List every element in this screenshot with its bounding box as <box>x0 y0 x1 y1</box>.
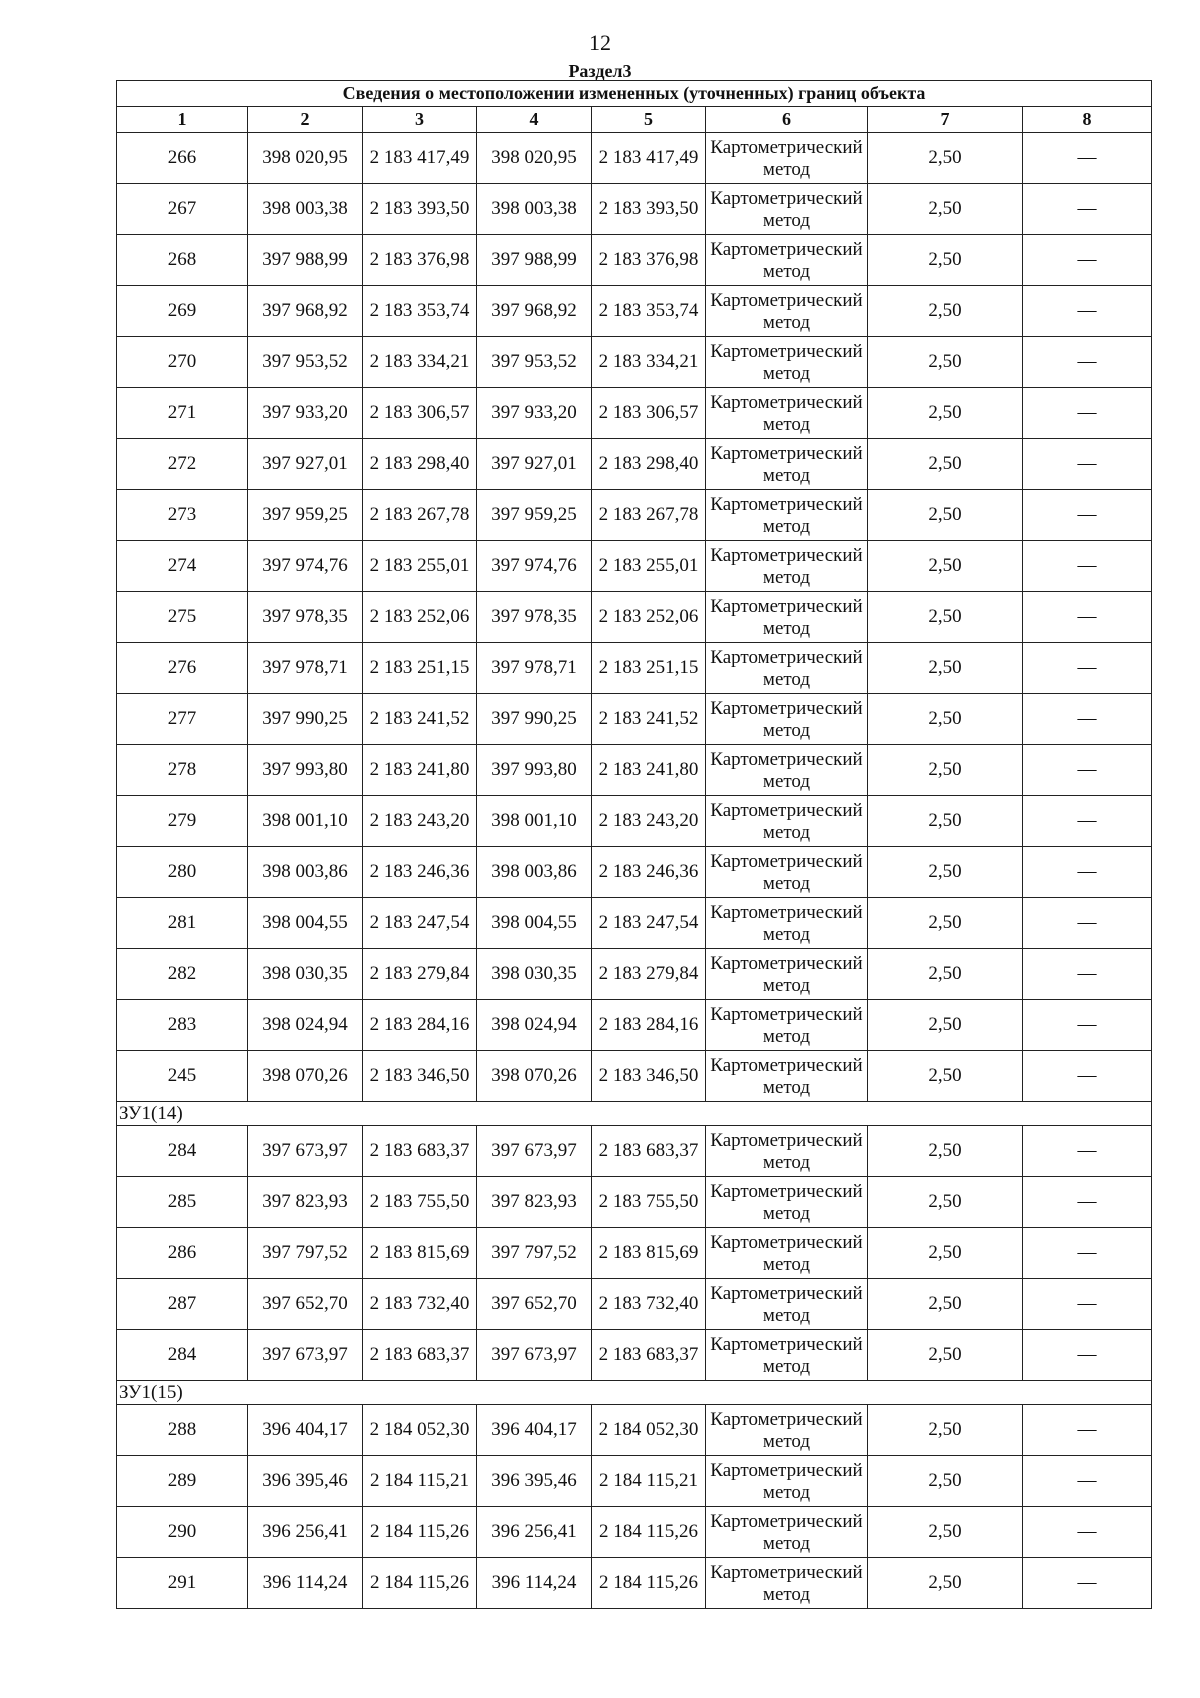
description-cell: — <box>1023 1126 1152 1177</box>
y-existing-cell: 2 183 284,16 <box>363 1000 477 1051</box>
y-refined-cell: 2 183 241,52 <box>592 694 706 745</box>
table-row <box>117 388 1152 439</box>
accuracy-cell: 2,50 <box>868 439 1023 490</box>
description-cell: — <box>1023 1456 1152 1507</box>
y-refined-cell: 2 183 334,21 <box>592 337 706 388</box>
x-existing-cell: 398 003,86 <box>248 847 363 898</box>
description-cell: — <box>1023 541 1152 592</box>
y-existing-cell: 2 183 334,21 <box>363 337 477 388</box>
x-refined-cell: 396 114,24 <box>477 1558 592 1609</box>
method-cell: Картометрический метод <box>706 1558 868 1609</box>
y-existing-cell: 2 184 115,21 <box>363 1456 477 1507</box>
y-existing-cell: 2 183 755,50 <box>363 1177 477 1228</box>
accuracy-cell: 2,50 <box>868 337 1023 388</box>
point-number-cell: 287 <box>117 1279 248 1330</box>
y-existing-cell: 2 183 815,69 <box>363 1228 477 1279</box>
accuracy-cell: 2,50 <box>868 1177 1023 1228</box>
description-cell: — <box>1023 1330 1152 1381</box>
y-refined-cell: 2 183 255,01 <box>592 541 706 592</box>
point-number-cell: 274 <box>117 541 248 592</box>
accuracy-cell: 2,50 <box>868 745 1023 796</box>
table-row <box>117 1456 1152 1507</box>
point-number-cell: 290 <box>117 1507 248 1558</box>
y-refined-cell: 2 183 683,37 <box>592 1330 706 1381</box>
accuracy-cell: 2,50 <box>868 1000 1023 1051</box>
table-row <box>117 1228 1152 1279</box>
accuracy-cell: 2,50 <box>868 643 1023 694</box>
x-refined-cell: 398 024,94 <box>477 1000 592 1051</box>
method-cell: Картометрический метод <box>706 1405 868 1456</box>
y-existing-cell: 2 183 241,52 <box>363 694 477 745</box>
accuracy-cell: 2,50 <box>868 133 1023 184</box>
y-existing-cell: 2 183 243,20 <box>363 796 477 847</box>
section-label: Раздел3 <box>568 61 632 81</box>
method-cell: Картометрический метод <box>706 1507 868 1558</box>
x-refined-cell: 398 070,26 <box>477 1051 592 1102</box>
description-cell: — <box>1023 1507 1152 1558</box>
y-existing-cell: 2 183 255,01 <box>363 541 477 592</box>
method-cell: Картометрический метод <box>706 1177 868 1228</box>
point-number-cell: 280 <box>117 847 248 898</box>
y-existing-cell: 2 184 115,26 <box>363 1507 477 1558</box>
description-cell: — <box>1023 745 1152 796</box>
y-existing-cell: 2 183 732,40 <box>363 1279 477 1330</box>
x-existing-cell: 397 959,25 <box>248 490 363 541</box>
y-refined-cell: 2 183 376,98 <box>592 235 706 286</box>
accuracy-cell: 2,50 <box>868 592 1023 643</box>
x-refined-cell: 397 673,97 <box>477 1330 592 1381</box>
group-label: ЗУ1(14) <box>117 1102 1152 1126</box>
table-row <box>117 694 1152 745</box>
method-cell: Картометрический метод <box>706 1000 868 1051</box>
table-row <box>117 1000 1152 1051</box>
accuracy-cell: 2,50 <box>868 847 1023 898</box>
y-existing-cell: 2 183 247,54 <box>363 898 477 949</box>
accuracy-cell: 2,50 <box>868 796 1023 847</box>
x-refined-cell: 397 968,92 <box>477 286 592 337</box>
y-refined-cell: 2 183 246,36 <box>592 847 706 898</box>
y-refined-cell: 2 183 346,50 <box>592 1051 706 1102</box>
x-refined-cell: 398 003,38 <box>477 184 592 235</box>
description-cell: — <box>1023 847 1152 898</box>
x-refined-cell: 397 933,20 <box>477 388 592 439</box>
description-cell: — <box>1023 439 1152 490</box>
accuracy-cell: 2,50 <box>868 286 1023 337</box>
description-cell: — <box>1023 235 1152 286</box>
point-number-cell: 288 <box>117 1405 248 1456</box>
table-row <box>117 1330 1152 1381</box>
method-cell: Картометрический метод <box>706 541 868 592</box>
method-cell: Картометрический метод <box>706 133 868 184</box>
x-refined-cell: 397 978,35 <box>477 592 592 643</box>
point-number-cell: 272 <box>117 439 248 490</box>
x-existing-cell: 398 024,94 <box>248 1000 363 1051</box>
column-number-3: 3 <box>363 107 477 133</box>
point-number-cell: 275 <box>117 592 248 643</box>
point-number-cell: 284 <box>117 1126 248 1177</box>
method-cell: Картометрический метод <box>706 949 868 1000</box>
point-number-cell: 283 <box>117 1000 248 1051</box>
x-refined-cell: 397 823,93 <box>477 1177 592 1228</box>
description-cell: — <box>1023 1228 1152 1279</box>
accuracy-cell: 2,50 <box>868 235 1023 286</box>
x-existing-cell: 396 256,41 <box>248 1507 363 1558</box>
x-existing-cell: 396 114,24 <box>248 1558 363 1609</box>
x-existing-cell: 397 990,25 <box>248 694 363 745</box>
y-refined-cell: 2 183 306,57 <box>592 388 706 439</box>
method-cell: Картометрический метод <box>706 694 868 745</box>
column-number-8: 8 <box>1023 107 1152 133</box>
y-refined-cell: 2 184 115,26 <box>592 1558 706 1609</box>
method-cell: Картометрический метод <box>706 184 868 235</box>
table-row <box>117 847 1152 898</box>
group-header-row <box>117 1381 1152 1405</box>
y-refined-cell: 2 183 243,20 <box>592 796 706 847</box>
y-existing-cell: 2 183 241,80 <box>363 745 477 796</box>
column-number-6: 6 <box>706 107 868 133</box>
x-existing-cell: 397 968,92 <box>248 286 363 337</box>
accuracy-cell: 2,50 <box>868 388 1023 439</box>
method-cell: Картометрический метод <box>706 847 868 898</box>
y-refined-cell: 2 183 298,40 <box>592 439 706 490</box>
y-refined-cell: 2 183 353,74 <box>592 286 706 337</box>
point-number-cell: 269 <box>117 286 248 337</box>
group-header-row <box>117 1102 1152 1126</box>
method-cell: Картометрический метод <box>706 337 868 388</box>
column-number-7: 7 <box>868 107 1023 133</box>
y-existing-cell: 2 183 251,15 <box>363 643 477 694</box>
table-row <box>117 949 1152 1000</box>
x-existing-cell: 398 003,38 <box>248 184 363 235</box>
x-refined-cell: 398 004,55 <box>477 898 592 949</box>
point-number-cell: 282 <box>117 949 248 1000</box>
description-cell: — <box>1023 184 1152 235</box>
accuracy-cell: 2,50 <box>868 1126 1023 1177</box>
x-refined-cell: 396 404,17 <box>477 1405 592 1456</box>
group-label: ЗУ1(15) <box>117 1381 1152 1405</box>
x-existing-cell: 398 030,35 <box>248 949 363 1000</box>
description-cell: — <box>1023 286 1152 337</box>
y-refined-cell: 2 183 284,16 <box>592 1000 706 1051</box>
description-cell: — <box>1023 949 1152 1000</box>
column-number-5: 5 <box>592 107 706 133</box>
x-refined-cell: 396 395,46 <box>477 1456 592 1507</box>
x-refined-cell: 398 020,95 <box>477 133 592 184</box>
x-refined-cell: 397 953,52 <box>477 337 592 388</box>
accuracy-cell: 2,50 <box>868 1558 1023 1609</box>
x-existing-cell: 397 652,70 <box>248 1279 363 1330</box>
x-refined-cell: 398 001,10 <box>477 796 592 847</box>
x-refined-cell: 398 030,35 <box>477 949 592 1000</box>
description-cell: — <box>1023 796 1152 847</box>
accuracy-cell: 2,50 <box>868 1507 1023 1558</box>
method-cell: Картометрический метод <box>706 1279 868 1330</box>
table-caption: Сведения о местоположении измененных (уточненных) границ объекта <box>117 81 1152 107</box>
accuracy-cell: 2,50 <box>868 1051 1023 1102</box>
x-refined-cell: 397 652,70 <box>477 1279 592 1330</box>
table-row <box>117 184 1152 235</box>
method-cell: Картометрический метод <box>706 388 868 439</box>
description-cell: — <box>1023 1000 1152 1051</box>
x-existing-cell: 397 988,99 <box>248 235 363 286</box>
table-row <box>117 796 1152 847</box>
description-cell: — <box>1023 337 1152 388</box>
accuracy-cell: 2,50 <box>868 898 1023 949</box>
y-refined-cell: 2 184 052,30 <box>592 1405 706 1456</box>
x-existing-cell: 398 020,95 <box>248 133 363 184</box>
x-refined-cell: 397 673,97 <box>477 1126 592 1177</box>
description-cell: — <box>1023 592 1152 643</box>
point-number-cell: 286 <box>117 1228 248 1279</box>
table-row <box>117 898 1152 949</box>
table-row <box>117 1177 1152 1228</box>
x-existing-cell: 396 395,46 <box>248 1456 363 1507</box>
x-existing-cell: 398 001,10 <box>248 796 363 847</box>
x-existing-cell: 397 823,93 <box>248 1177 363 1228</box>
y-refined-cell: 2 184 115,21 <box>592 1456 706 1507</box>
method-cell: Картометрический метод <box>706 490 868 541</box>
table-row <box>117 592 1152 643</box>
method-cell: Картометрический метод <box>706 796 868 847</box>
description-cell: — <box>1023 1558 1152 1609</box>
column-number-2: 2 <box>248 107 363 133</box>
y-refined-cell: 2 183 815,69 <box>592 1228 706 1279</box>
y-existing-cell: 2 183 298,40 <box>363 439 477 490</box>
page-number: 12 <box>589 30 611 55</box>
boundary-coordinates-table <box>116 80 1152 1609</box>
method-cell: Картометрический метод <box>706 643 868 694</box>
point-number-cell: 273 <box>117 490 248 541</box>
table-row <box>117 1279 1152 1330</box>
x-refined-cell: 397 978,71 <box>477 643 592 694</box>
table-body <box>117 133 1152 1609</box>
description-cell: — <box>1023 1177 1152 1228</box>
point-number-cell: 284 <box>117 1330 248 1381</box>
y-refined-cell: 2 183 241,80 <box>592 745 706 796</box>
y-existing-cell: 2 184 115,26 <box>363 1558 477 1609</box>
table-row <box>117 337 1152 388</box>
y-refined-cell: 2 183 732,40 <box>592 1279 706 1330</box>
column-number-row <box>117 107 1152 133</box>
table-row <box>117 745 1152 796</box>
method-cell: Картометрический метод <box>706 1051 868 1102</box>
method-cell: Картометрический метод <box>706 1228 868 1279</box>
table-row <box>117 439 1152 490</box>
point-number-cell: 279 <box>117 796 248 847</box>
description-cell: — <box>1023 388 1152 439</box>
accuracy-cell: 2,50 <box>868 184 1023 235</box>
x-existing-cell: 397 993,80 <box>248 745 363 796</box>
point-number-cell: 289 <box>117 1456 248 1507</box>
accuracy-cell: 2,50 <box>868 694 1023 745</box>
point-number-cell: 267 <box>117 184 248 235</box>
table-row <box>117 1051 1152 1102</box>
table-row <box>117 643 1152 694</box>
x-refined-cell: 396 256,41 <box>477 1507 592 1558</box>
method-cell: Картометрический метод <box>706 898 868 949</box>
y-refined-cell: 2 183 252,06 <box>592 592 706 643</box>
accuracy-cell: 2,50 <box>868 1330 1023 1381</box>
column-number-1: 1 <box>117 107 248 133</box>
accuracy-cell: 2,50 <box>868 541 1023 592</box>
y-existing-cell: 2 183 252,06 <box>363 592 477 643</box>
x-refined-cell: 397 927,01 <box>477 439 592 490</box>
point-number-cell: 268 <box>117 235 248 286</box>
method-cell: Картометрический метод <box>706 286 868 337</box>
description-cell: — <box>1023 898 1152 949</box>
point-number-cell: 266 <box>117 133 248 184</box>
description-cell: — <box>1023 1405 1152 1456</box>
y-refined-cell: 2 183 393,50 <box>592 184 706 235</box>
x-refined-cell: 397 974,76 <box>477 541 592 592</box>
x-existing-cell: 397 797,52 <box>248 1228 363 1279</box>
table-row <box>117 1507 1152 1558</box>
y-existing-cell: 2 183 279,84 <box>363 949 477 1000</box>
accuracy-cell: 2,50 <box>868 1228 1023 1279</box>
point-number-cell: 271 <box>117 388 248 439</box>
y-refined-cell: 2 183 251,15 <box>592 643 706 694</box>
x-existing-cell: 398 070,26 <box>248 1051 363 1102</box>
x-existing-cell: 398 004,55 <box>248 898 363 949</box>
accuracy-cell: 2,50 <box>868 1456 1023 1507</box>
table-row <box>117 490 1152 541</box>
point-number-cell: 291 <box>117 1558 248 1609</box>
table-row <box>117 235 1152 286</box>
table-row <box>117 286 1152 337</box>
x-existing-cell: 397 974,76 <box>248 541 363 592</box>
column-number-4: 4 <box>477 107 592 133</box>
point-number-cell: 278 <box>117 745 248 796</box>
y-existing-cell: 2 183 683,37 <box>363 1330 477 1381</box>
description-cell: — <box>1023 1279 1152 1330</box>
x-refined-cell: 398 003,86 <box>477 847 592 898</box>
method-cell: Картометрический метод <box>706 1126 868 1177</box>
x-existing-cell: 397 978,35 <box>248 592 363 643</box>
point-number-cell: 270 <box>117 337 248 388</box>
y-refined-cell: 2 183 279,84 <box>592 949 706 1000</box>
y-existing-cell: 2 183 267,78 <box>363 490 477 541</box>
description-cell: — <box>1023 133 1152 184</box>
x-existing-cell: 397 927,01 <box>248 439 363 490</box>
accuracy-cell: 2,50 <box>868 949 1023 1000</box>
point-number-cell: 276 <box>117 643 248 694</box>
y-existing-cell: 2 183 393,50 <box>363 184 477 235</box>
method-cell: Картометрический метод <box>706 1330 868 1381</box>
description-cell: — <box>1023 643 1152 694</box>
accuracy-cell: 2,50 <box>868 1405 1023 1456</box>
y-existing-cell: 2 183 353,74 <box>363 286 477 337</box>
y-refined-cell: 2 184 115,26 <box>592 1507 706 1558</box>
x-existing-cell: 397 673,97 <box>248 1330 363 1381</box>
method-cell: Картометрический метод <box>706 1456 868 1507</box>
y-refined-cell: 2 183 247,54 <box>592 898 706 949</box>
y-existing-cell: 2 183 376,98 <box>363 235 477 286</box>
x-existing-cell: 397 953,52 <box>248 337 363 388</box>
x-existing-cell: 397 978,71 <box>248 643 363 694</box>
method-cell: Картометрический метод <box>706 439 868 490</box>
method-cell: Картометрический метод <box>706 745 868 796</box>
accuracy-cell: 2,50 <box>868 1279 1023 1330</box>
y-existing-cell: 2 183 417,49 <box>363 133 477 184</box>
table-row <box>117 1558 1152 1609</box>
accuracy-cell: 2,50 <box>868 490 1023 541</box>
x-refined-cell: 397 993,80 <box>477 745 592 796</box>
y-refined-cell: 2 183 267,78 <box>592 490 706 541</box>
table-row <box>117 133 1152 184</box>
x-refined-cell: 397 797,52 <box>477 1228 592 1279</box>
x-refined-cell: 397 959,25 <box>477 490 592 541</box>
x-existing-cell: 397 673,97 <box>248 1126 363 1177</box>
table-row <box>117 1126 1152 1177</box>
point-number-cell: 245 <box>117 1051 248 1102</box>
y-existing-cell: 2 183 306,57 <box>363 388 477 439</box>
y-refined-cell: 2 183 755,50 <box>592 1177 706 1228</box>
description-cell: — <box>1023 490 1152 541</box>
point-number-cell: 277 <box>117 694 248 745</box>
y-refined-cell: 2 183 683,37 <box>592 1126 706 1177</box>
point-number-cell: 285 <box>117 1177 248 1228</box>
y-refined-cell: 2 183 417,49 <box>592 133 706 184</box>
x-refined-cell: 397 988,99 <box>477 235 592 286</box>
x-refined-cell: 397 990,25 <box>477 694 592 745</box>
description-cell: — <box>1023 1051 1152 1102</box>
method-cell: Картометрический метод <box>706 235 868 286</box>
description-cell: — <box>1023 694 1152 745</box>
y-existing-cell: 2 184 052,30 <box>363 1405 477 1456</box>
x-existing-cell: 396 404,17 <box>248 1405 363 1456</box>
table-row <box>117 541 1152 592</box>
table-row <box>117 1405 1152 1456</box>
point-number-cell: 281 <box>117 898 248 949</box>
y-existing-cell: 2 183 246,36 <box>363 847 477 898</box>
x-existing-cell: 397 933,20 <box>248 388 363 439</box>
y-existing-cell: 2 183 346,50 <box>363 1051 477 1102</box>
method-cell: Картометрический метод <box>706 592 868 643</box>
y-existing-cell: 2 183 683,37 <box>363 1126 477 1177</box>
